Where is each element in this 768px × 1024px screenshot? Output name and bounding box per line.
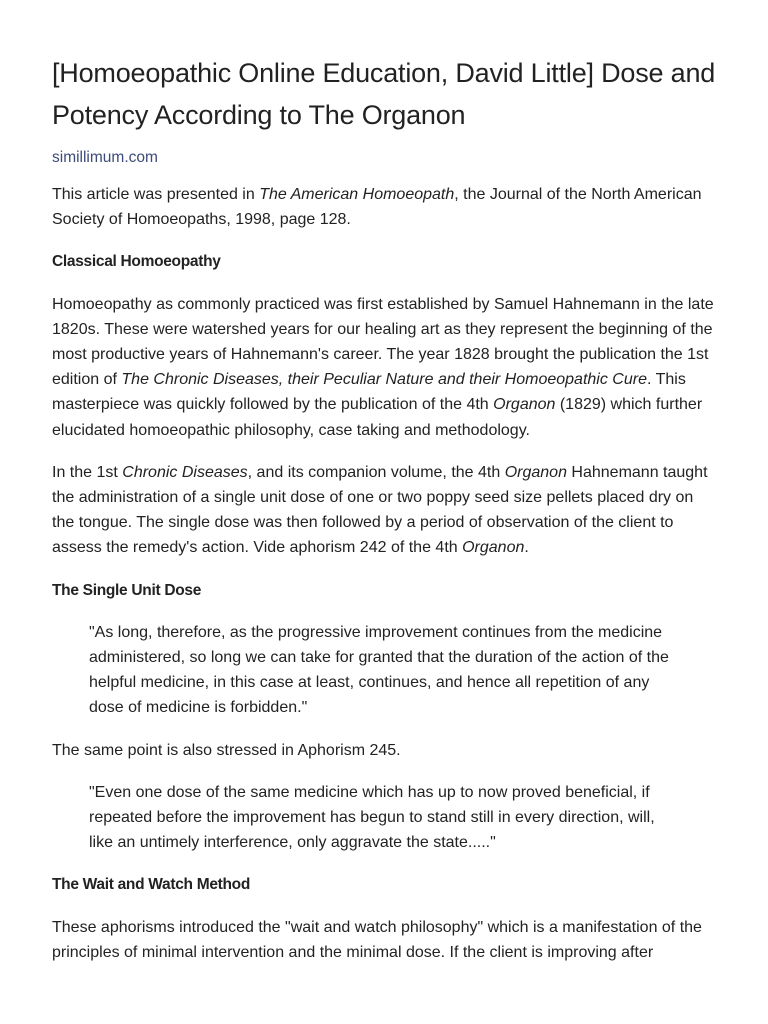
text-span: In the 1st [52,463,123,481]
paragraph-classical-1 [52,292,716,443]
section-heading-wait-watch: The Wait and Watch Method [52,876,251,894]
text-span: , and its companion volume, the 4th [247,463,505,481]
intro-text-post: , the Journal of the North American Society of Homoeopaths, 1998, page 128. [52,186,702,229]
quote-aphorism-242: "As long, therefore, as the progressive improvement continues from the medicine administered, so long we can take for granted that the duration of the action of the helpful medicine, in this case at least, continues, and hence all repetition of any dose of medicine is forbidden." [89,623,669,717]
paragraph-aphorism-245: The same point is also stressed in Aphorism 245. [52,741,401,759]
source-link[interactable]: simillimum.com [52,149,158,166]
journal-name: The American Homoeopath [259,186,455,203]
book-title-chronic-diseases: Chronic Diseases [122,463,248,481]
book-title-organon: Organon [493,396,556,414]
article-title: [Homoeopathic Online Education, David Little] Dose and Potency According to The Organon [52,58,716,130]
intro-text-pre: This article was presented in [52,186,260,203]
book-title-organon: Organon [462,539,525,557]
text-span: . This masterpiece was quickly followed by the publication of the 4th [52,371,686,414]
book-title-organon: Organon [504,463,567,481]
paragraph-classical-2 [52,460,716,561]
section-heading-classical: Classical Homoeopathy [52,253,221,271]
text-span: Hahnemann taught the administration of a single unit dose of one or two poppy seed size pellets placed dry on the tongue. The single dose was then followed by a period of observation of the client to assess the remedy's action. Vide aphorism 242 of the 4th [52,463,708,557]
section-heading-single-dose: The Single Unit Dose [52,581,202,599]
intro-paragraph [52,182,716,232]
text-span: Homoeopathy as commonly practiced was first established by Samuel Hahnemann in the late 1820s. These were watershed years for our healing art as they represent the beginning of the most productive years of Hahnemann's career. The year 1828 brought the publication the 1st edition of [52,295,714,389]
text-span: . [524,539,529,557]
paragraph-wait-watch: These aphorisms introduced the "wait and watch philosophy" which is a manifestation of the principles of minimal intervention and the minimal dose. If the client is improving after [52,918,702,961]
article-body [52,182,716,965]
text-span: (1829) which further elucidated homoeopathic philosophy, case taking and methodology. [52,396,703,439]
book-title-chronic-diseases: The Chronic Diseases, their Peculiar Nature and their Homoeopathic Cure [121,371,647,389]
quote-aphorism-245: "Even one dose of the same medicine which has up to now proved beneficial, if repeated before the improvement has begun to stand still in every direction, will, like an untimely interference, only aggravate the state....." [89,783,655,852]
